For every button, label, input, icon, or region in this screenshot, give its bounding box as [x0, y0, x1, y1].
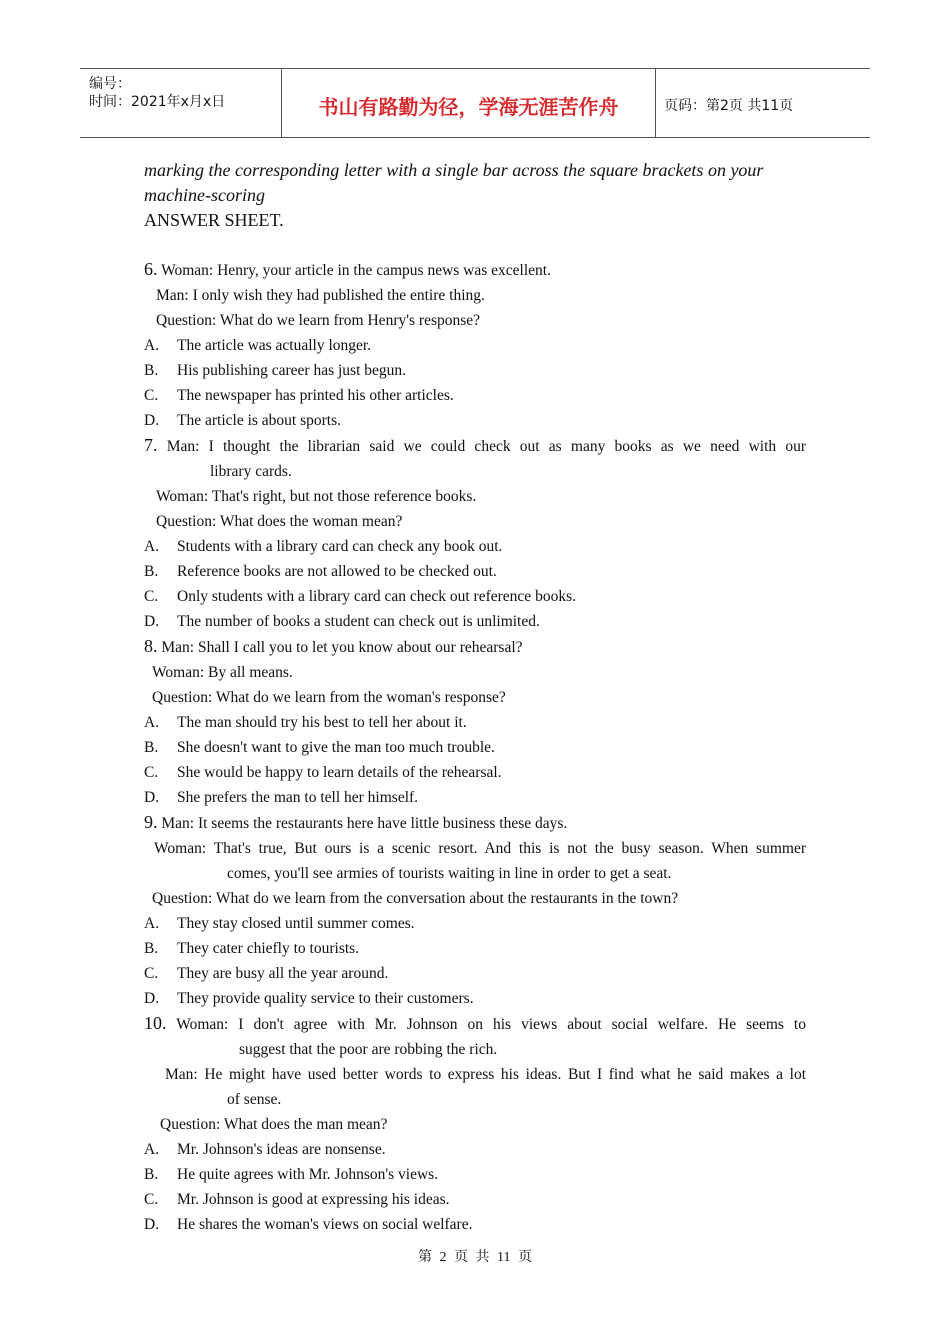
question-prompt: Question: What do we learn from Henry's response? [156, 312, 481, 329]
answer-option [144, 584, 806, 609]
answer-option [144, 1137, 806, 1162]
option-text: He shares the woman's views on social welfare. [177, 1216, 473, 1233]
option-text: The article was actually longer. [177, 337, 372, 354]
option-letter: D. [144, 789, 160, 806]
dialogue-line: Woman: By all means. [152, 664, 293, 681]
question-number: 10. [144, 1013, 167, 1033]
question-number: 8. [144, 636, 158, 656]
page-footer: 第 2 页 共 11 页 [418, 1250, 532, 1265]
question-6 [144, 257, 806, 433]
option-text: Reference books are not allowed to be checked out. [177, 563, 497, 580]
option-letter: D. [144, 412, 160, 429]
page-header [80, 68, 870, 138]
question-8 [144, 634, 806, 810]
option-text: Students with a library card can check any book out. [177, 538, 503, 555]
option-letter: A. [144, 538, 160, 555]
question-prompt: Question: What do we learn from the woman's response? [152, 689, 506, 706]
option-text: They cater chiefly to tourists. [177, 940, 360, 957]
option-text: The article is about sports. [177, 412, 341, 429]
intro-line-3: ANSWER SHEET. [144, 210, 284, 230]
dialogue-line: Man: He might have used better words to express his ideas. But I find what he said makes a lot [165, 1066, 806, 1083]
answer-option [144, 383, 806, 408]
dialogue-line: Woman: I don't agree with Mr. Johnson on his views about social welfare. He seems to [176, 1016, 806, 1033]
option-text: The man should try his best to tell her about it. [177, 714, 467, 731]
answer-option [144, 911, 806, 936]
question-prompt: Question: What do we learn from the conversation about the restaurants in the town? [152, 890, 679, 907]
option-letter: B. [144, 362, 159, 379]
header-motto-cell [281, 69, 656, 137]
question-number: 7. [144, 435, 158, 455]
option-text: They provide quality service to their customers. [177, 990, 474, 1007]
answer-option [144, 1212, 806, 1237]
option-text: He quite agrees with Mr. Johnson's views. [177, 1166, 439, 1183]
answer-option [144, 609, 806, 634]
dialogue-continuation: suggest that the poor are robbing the rich. [239, 1041, 498, 1058]
dialogue-line: Woman: Henry, your article in the campus news was excellent. [161, 262, 551, 279]
question-9 [144, 810, 806, 1011]
dialogue-line: Man: Shall I call you to let you know about our rehearsal? [161, 639, 523, 656]
answer-option [144, 986, 806, 1011]
document-date-label: 时间：2021年x月x日 [89, 94, 226, 110]
option-text: Mr. Johnson's ideas are nonsense. [177, 1141, 386, 1158]
option-letter: B. [144, 739, 159, 756]
option-letter: C. [144, 588, 159, 605]
question-prompt: Question: What does the woman mean? [156, 513, 403, 530]
dialogue-continuation: of sense. [227, 1091, 282, 1108]
answer-option [144, 785, 806, 810]
dialogue-continuation: library cards. [210, 463, 292, 480]
dialogue-line: Woman: That's true, But ours is a scenic resort. And this is not the busy season. When summer [154, 840, 806, 857]
option-text: Only students with a library card can check out reference books. [177, 588, 576, 605]
answer-option [144, 961, 806, 986]
question-7 [144, 433, 806, 634]
option-text: The number of books a student can check out is unlimited. [177, 613, 540, 630]
option-text: Mr. Johnson is good at expressing his ideas. [177, 1191, 450, 1208]
question-number: 6. [144, 259, 158, 279]
answer-option [144, 710, 806, 735]
option-letter: A. [144, 714, 160, 731]
header-motto: 书山有路勤为径，学海无涯苦作舟 [318, 95, 619, 119]
option-letter: C. [144, 965, 159, 982]
answer-option [144, 1162, 806, 1187]
option-letter: C. [144, 1191, 159, 1208]
option-letter: C. [144, 387, 159, 404]
header-page-number: 页码：第2页 共11页 [664, 98, 794, 114]
dialogue-line: Man: It seems the restaurants here have little business these days. [161, 815, 568, 832]
answer-option [144, 408, 806, 433]
answer-option [144, 333, 806, 358]
question-prompt: Question: What does the man mean? [160, 1116, 388, 1133]
option-letter: B. [144, 1166, 159, 1183]
document-body [144, 158, 806, 1237]
dialogue-line: Man: I only wish they had published the entire thing. [156, 287, 485, 304]
intro-line-2: machine-scoring [144, 185, 265, 205]
answer-option [144, 534, 806, 559]
option-text: They stay closed until summer comes. [177, 915, 415, 932]
dialogue-line: Man: I thought the librarian said we could check out as many books as we need with our [166, 438, 806, 455]
answer-option [144, 760, 806, 785]
option-text: They are busy all the year around. [177, 965, 389, 982]
intro-line-1: marking the corresponding letter with a single bar across the square brackets on your [144, 160, 764, 180]
header-page-cell [655, 69, 870, 137]
option-letter: C. [144, 764, 159, 781]
document-number-label: 编号： [89, 76, 131, 92]
answer-option [144, 358, 806, 383]
question-number: 9. [144, 812, 158, 832]
option-letter: D. [144, 613, 160, 630]
option-letter: D. [144, 1216, 160, 1233]
dialogue-line: Woman: That's right, but not those reference books. [156, 488, 477, 505]
answer-option [144, 936, 806, 961]
option-letter: B. [144, 940, 159, 957]
answer-option [144, 735, 806, 760]
option-letter: B. [144, 563, 159, 580]
header-info-cell [80, 69, 281, 137]
option-letter: A. [144, 915, 160, 932]
option-text: She prefers the man to tell her himself. [177, 789, 419, 806]
option-text: His publishing career has just begun. [177, 362, 407, 379]
answer-option [144, 559, 806, 584]
option-text: The newspaper has printed his other articles. [177, 387, 454, 404]
dialogue-continuation: comes, you'll see armies of tourists waiting in line in order to get a seat. [227, 865, 672, 882]
question-10 [144, 1011, 806, 1237]
option-letter: A. [144, 337, 160, 354]
option-text: She would be happy to learn details of the rehearsal. [177, 764, 502, 781]
option-text: She doesn't want to give the man too much trouble. [177, 739, 495, 756]
option-letter: A. [144, 1141, 160, 1158]
option-letter: D. [144, 990, 160, 1007]
answer-option [144, 1187, 806, 1212]
